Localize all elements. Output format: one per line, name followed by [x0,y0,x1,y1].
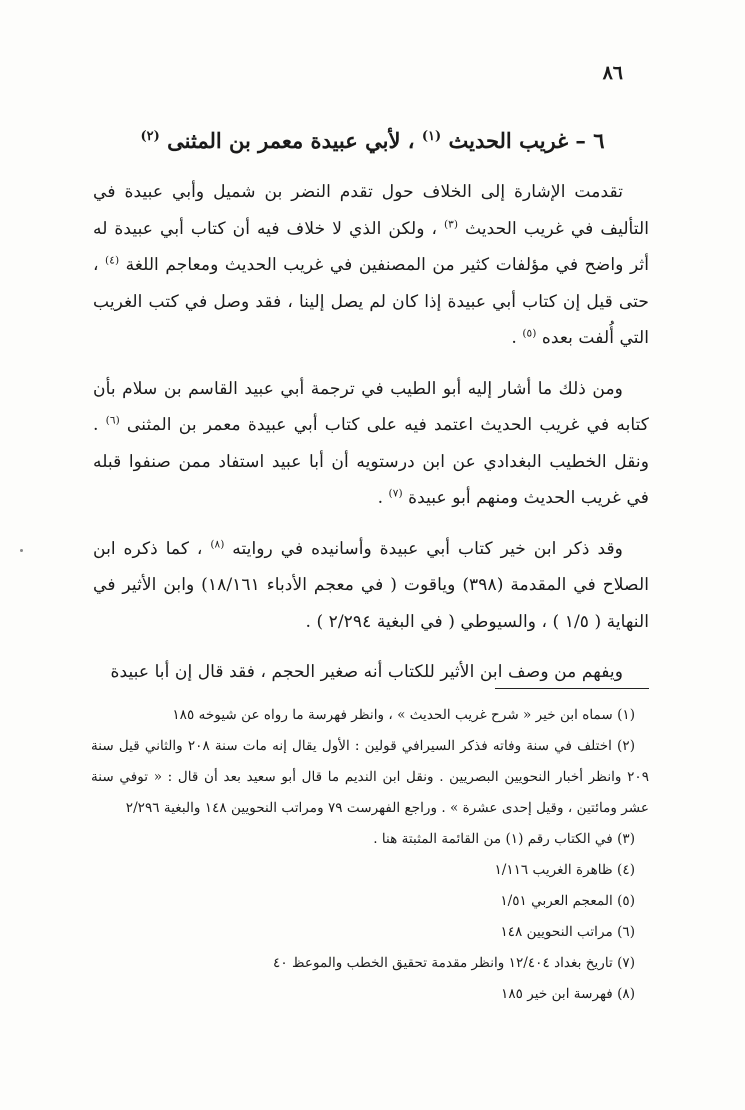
paragraph-text: تقدمت الإشارة إلى الخلاف حول تقدم النضر بن شميل وأبي عبيدة في التأليف في غريب الحديث [93,182,649,239]
footnote-8: (٨) فهرسة ابن خير ١٨٥ [501,986,635,1002]
paragraph-2 [93,371,649,517]
paragraph-text: ، حتى قيل إن كتاب أبي عبيدة إذا كان لم يصل إلينا ، فقد وصل في كتب الغريب التي أُلفت بعده [93,255,649,348]
footnote-6: (٦) مراتب النحويين ١٤٨ [500,924,635,940]
section-heading [90,124,655,158]
footnotes [91,700,649,1010]
footnote-ref-3[interactable]: (٣) [443,216,459,230]
footnote-ref-2[interactable]: (٢) [140,129,160,144]
paragraph-text: ، ولكن الذي لا خلاف فيه أن كتاب أبي عبيدة له أثر واضح في مؤلفات كثير من المصنفين في غريب الحديث ومعاجم اللغة [93,218,649,275]
paragraph-text: ويفهم من وصف ابن الأثير للكتاب أنه صغير الحجم ، فقد قال إن أبا عبيدة [110,662,623,682]
paragraph-text: ، كما ذكره ابن الصلاح في المقدمة (٣٩٨) وياقوت ( في معجم الأدباء ١٨/١٦١) وابن الأثير في النهاية ( ١/٥ ) ، والسيوطي ( في البغية ٢/٢٩٤ ) . [93,538,649,632]
footnote-divider [495,688,649,689]
paragraph-1 [93,174,649,357]
heading-title: ٦ – غريب الحديث [448,128,605,153]
footnote-ref-5[interactable]: (٥) [522,326,537,340]
paragraph-text: . [511,328,523,348]
footnote-ref-8[interactable]: (٨) [210,536,225,550]
footnote-4: (٤) ظاهرة الغريب ١/١١٦ [494,862,635,878]
footnote-ref-7[interactable]: (٧) [388,486,403,500]
heading-author: ، لأبي عبيدة معمر بن المثنى [159,128,415,153]
paragraph-4 [93,654,649,691]
footnote-3: (٣) في الكتاب رقم (١) من القائمة المثبتة هنا . [373,831,635,847]
paragraph-3 [93,531,649,641]
footnote-2: (٢) اختلف في سنة وفاته فذكر السيرافي قولين : الأول يقال إنه مات سنة ٢٠٨ والثاني قيل سنة ٢٠٩ وانظر أخبار النحويين البصريين . ونقل ابن النديم ما قال أبو سعيد بعد أن قال : « توفي سنة عشر ومائتين ، وقيل إحدى عشرة » . وراجع الفهرست ٧٩ ومراتب النحويين ١٤٨ والبغية ٢/٢٩٦ [91,738,649,816]
paragraph-text: . [377,488,389,508]
footnote-7: (٧) تاريخ بغداد ١٢/٤٠٤ وانظر مقدمة تحقيق الخطب والموعظ ٤٠ [273,955,635,971]
footnote-5: (٥) المعجم العربي ١/٥١ [500,893,635,909]
paragraph-text: وقد ذكر ابن خير كتاب أبي عبيدة وأسانيده في روايته [224,538,623,559]
page-number: ٨٦ [602,62,623,84]
scan-speck [20,549,23,552]
paragraph-text: . ونقل الخطيب البغدادي عن ابن درستويه أن أبا عبيد استفاد ممن صنفوا قبله في غريب الحديث ومنهم أبو عبيدة [93,415,649,508]
paragraph-text: ومن ذلك ما أشار إليه أبو الطيب في ترجمة أبي عبيد القاسم بن سلام بأن كتابه في غريب الحديث اعتمد فيه على كتاب أبي عبيدة معمر بن المثنى [93,378,649,435]
footnote-ref-4[interactable]: (٤) [105,253,120,267]
footnote-ref-6[interactable]: (٦) [105,413,120,427]
footnote-1: (١) سماه ابن خير « شرح غريب الحديث » ، وانظر فهرسة ما رواه عن شيوخه ١٨٥ [172,707,635,723]
body-text [93,174,649,705]
footnote-ref-1[interactable]: (١) [421,129,442,144]
